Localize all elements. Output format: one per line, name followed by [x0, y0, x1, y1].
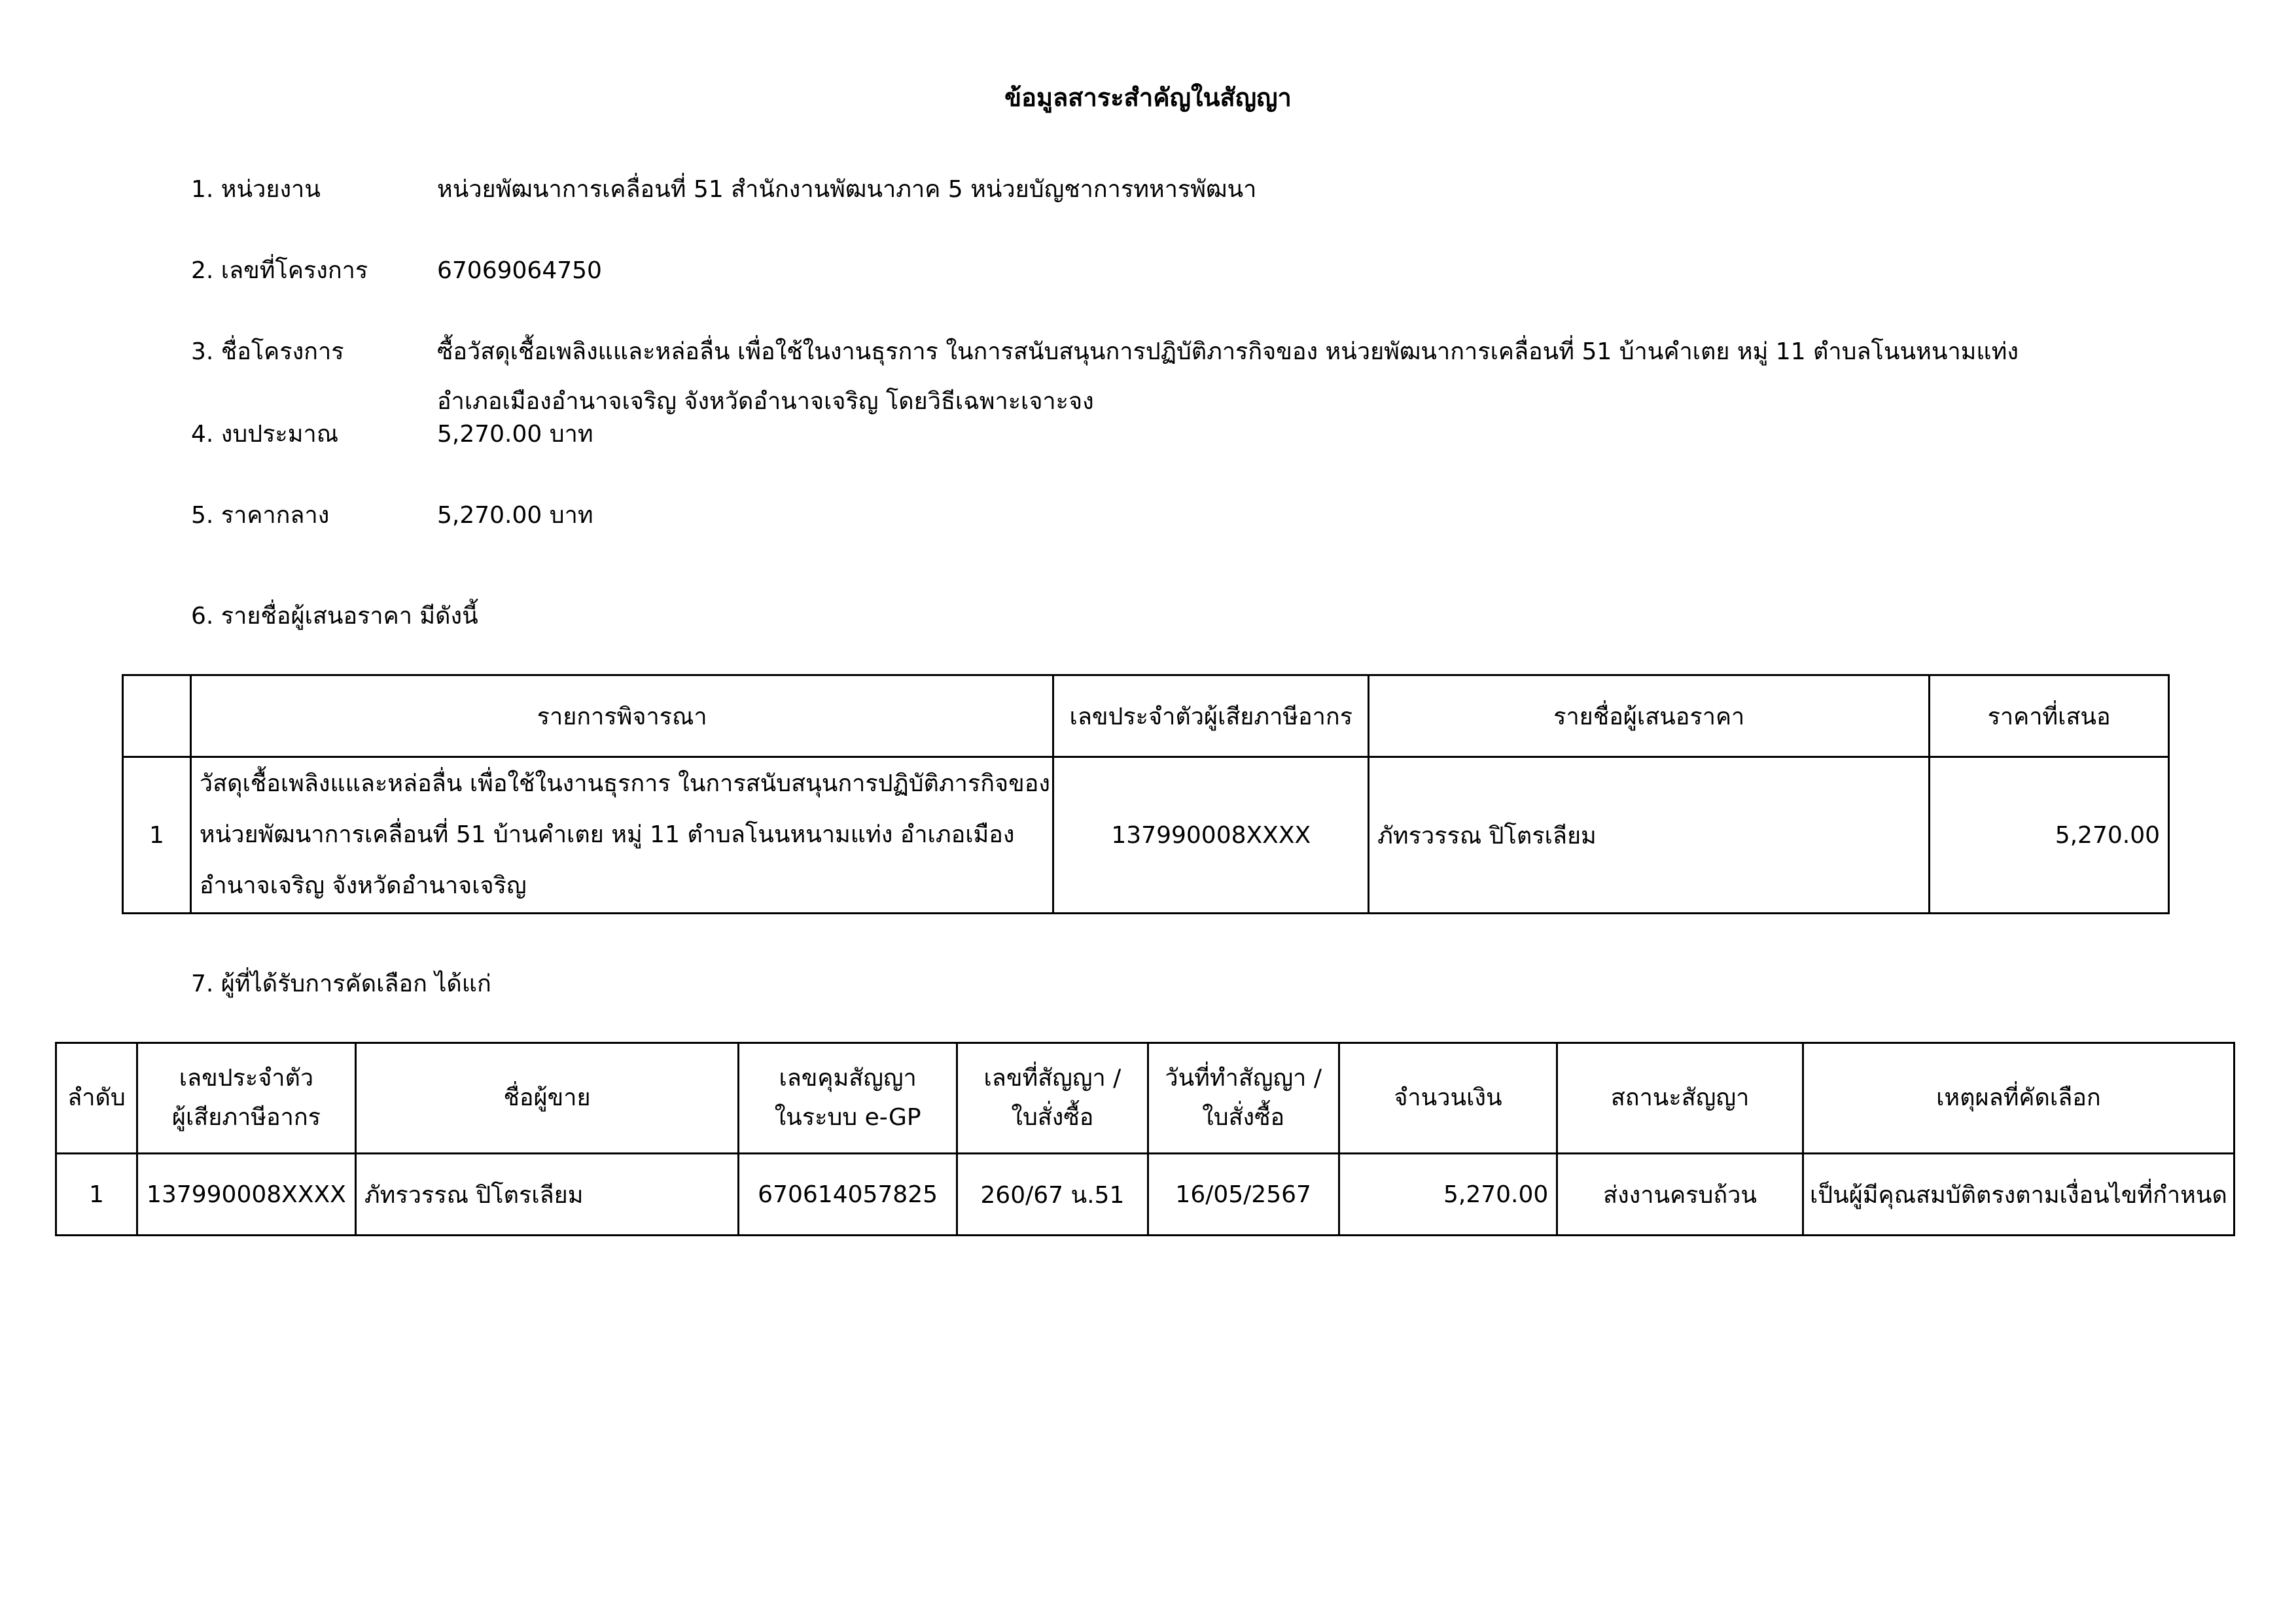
selection-reason: เป็นผู้มีคุณสมบัติตรงตามเงื่อนไขที่กำหนด	[1803, 1154, 2234, 1236]
egp-number: 670614057825	[739, 1154, 957, 1236]
field-label: 5. ราคากลาง	[191, 502, 330, 529]
seller-name: ภัทรวรรณ ปิโตรเลียม	[355, 1154, 738, 1236]
header-cell: ลำดับ	[56, 1043, 137, 1154]
section-heading: 7. ผู้ที่ได้รับการคัดเลือก ได้แก่	[191, 971, 491, 997]
header-cell: ชื่อผู้ขาย	[355, 1043, 738, 1154]
field-label: 1. หน่วยงาน	[191, 176, 321, 203]
bidder-name: ภัทรวรรณ ปิโตรเลียม	[1369, 757, 1930, 914]
bidders-table	[122, 674, 2170, 914]
header-cell: จำนวนเงิน	[1339, 1043, 1557, 1154]
table-row	[123, 757, 2169, 914]
selected-vendor-table	[55, 1042, 2235, 1236]
tax-id: 137990008XXXX	[137, 1154, 355, 1236]
header-cell	[123, 675, 191, 757]
contract-status: ส่งงานครบถ้วน	[1557, 1154, 1803, 1236]
header-cell: เลขประจำตัว ผู้เสียภาษีอากร	[137, 1043, 355, 1154]
header-cell: รายการพิจารณา	[190, 675, 1053, 757]
item-description	[190, 757, 1053, 914]
amount: 5,270.00	[1339, 1154, 1557, 1236]
header-cell: เลขคุมสัญญา ในระบบ e-GP	[739, 1043, 957, 1154]
row-number: 1	[56, 1154, 137, 1236]
header-cell: เลขประจำตัวผู้เสียภาษีอากร	[1053, 675, 1369, 757]
table-row	[56, 1154, 2234, 1236]
item-line: หน่วยพัฒนาการเคลื่อนที่ 51 บ้านคำเตย หมู่ 11 ตำบลโนนหนามแท่ง อำเภอเมือง	[199, 821, 1015, 848]
tax-id: 137990008XXXX	[1053, 757, 1369, 914]
contract-number: 260/67 น.51	[957, 1154, 1148, 1236]
header-cell: เหตุผลที่คัดเลือก	[1803, 1043, 2234, 1154]
field-value: ซื้อวัสดุเชื้อเพลิงแและหล่อลื่น เพื่อใช้ในงานธุรการ ในการสนับสนุนการปฏิบัติภารกิจของ หน่วยพัฒนาการเคลื่อนที่ 51 บ้านคำเตย หมู่ 11 ตำบลโนนหนามแท่ง	[437, 338, 2019, 365]
bid-price: 5,270.00	[1930, 757, 2169, 914]
item-line: อำนาจเจริญ จังหวัดอำนาจเจริญ	[199, 872, 527, 899]
field-value: 67069064750	[437, 257, 602, 284]
field-label: 4. งบประมาณ	[191, 421, 339, 448]
page-title: ข้อมูลสาระสำคัญในสัญญา	[1004, 83, 1292, 112]
header-cell: ราคาที่เสนอ	[1930, 675, 2169, 757]
header-cell: เลขที่สัญญา / ใบสั่งซื้อ	[957, 1043, 1148, 1154]
field-value: หน่วยพัฒนาการเคลื่อนที่ 51 สำนักงานพัฒนาภาค 5 หน่วยบัญชาการทหารพัฒนา	[437, 176, 1257, 203]
field-value: 5,270.00 บาท	[437, 502, 593, 529]
field-value: อำเภอเมืองอำนาจเจริญ จังหวัดอำนาจเจริญ โดยวิธีเฉพาะเจาะจง	[437, 388, 1094, 415]
contract-date: 16/05/2567	[1148, 1154, 1339, 1236]
table-header-row	[123, 675, 2169, 757]
header-cell: สถานะสัญญา	[1557, 1043, 1803, 1154]
field-label: 2. เลขที่โครงการ	[191, 257, 368, 284]
header-cell: วันที่ทำสัญญา / ใบสั่งซื้อ	[1148, 1043, 1339, 1154]
field-value: 5,270.00 บาท	[437, 421, 593, 448]
row-number: 1	[123, 757, 191, 914]
section-heading: 6. รายชื่อผู้เสนอราคา มีดังนี้	[191, 603, 478, 630]
field-label: 3. ชื่อโครงการ	[191, 338, 344, 365]
header-cell: รายชื่อผู้เสนอราคา	[1369, 675, 1930, 757]
item-line: วัสดุเชื้อเพลิงแและหล่อลื่น เพื่อใช้ในงานธุรการ ในการสนับสนุนการปฏิบัติภารกิจของ	[199, 770, 1050, 797]
table-header-row	[56, 1043, 2234, 1154]
